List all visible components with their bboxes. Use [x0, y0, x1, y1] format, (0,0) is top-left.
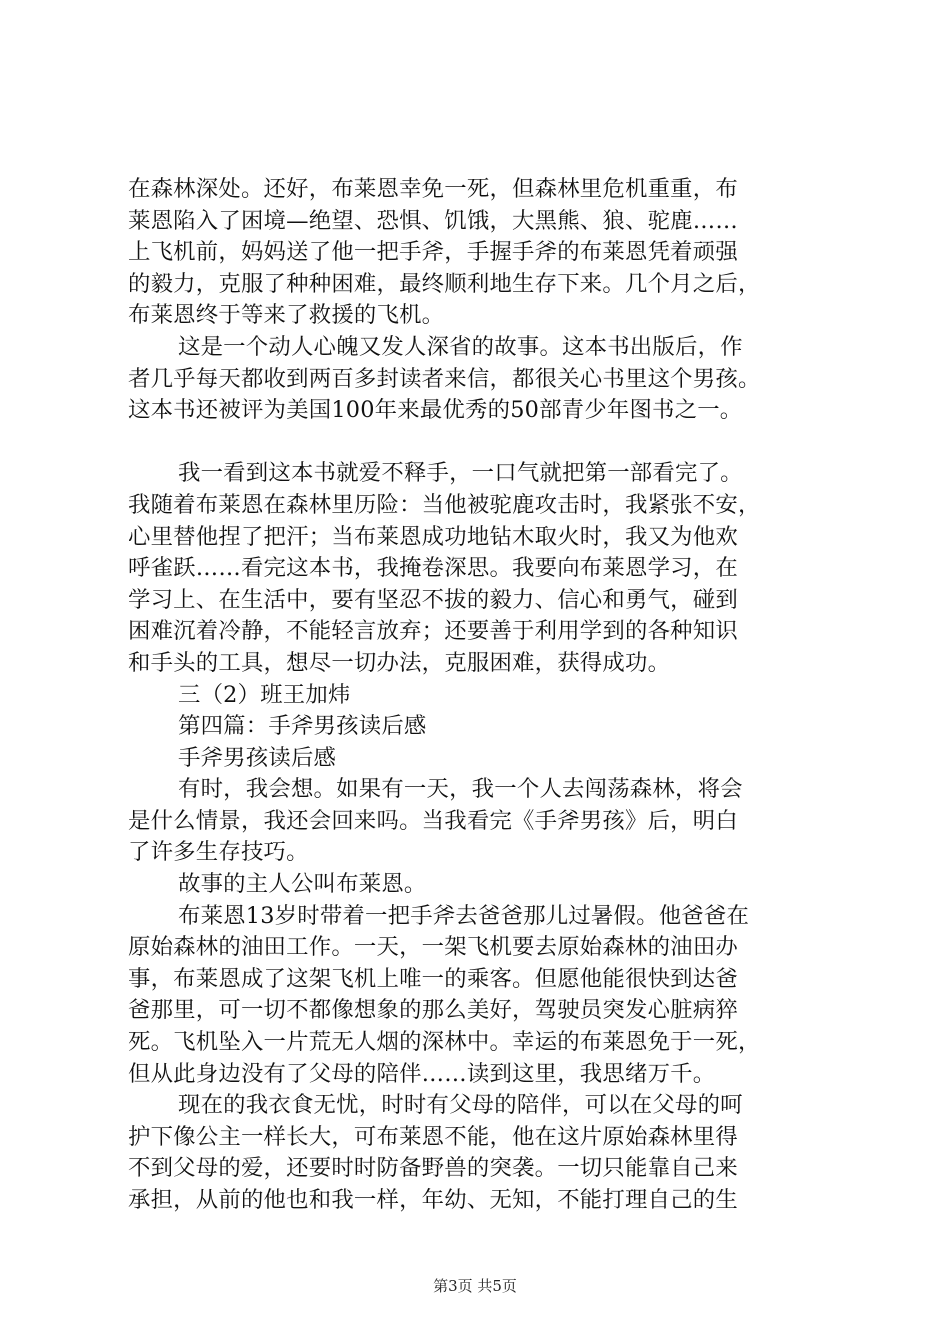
paragraph-start-line: 有时，我会想。如果有一天，我一个人去闯荡森林，将会	[178, 776, 743, 803]
author-line: 三（2）班王加炜	[178, 681, 351, 708]
text-line: 承担，从前的他也和我一样，年幼、无知，不能打理自己的生	[128, 1187, 738, 1213]
text-line: 和手头的工具，想尽一切办法，克服困难，获得成功。	[128, 649, 671, 676]
text-line: 死。飞机坠入一片荒无人烟的深林中。幸运的布莱恩免于一死，	[128, 1029, 761, 1056]
text-line: 在森林深处。还好，布莱恩幸免一死，但森林里危机重重，布	[128, 176, 738, 202]
text-line: 呼雀跃……看完这本书，我掩卷深思。我要向布莱恩学习，在	[128, 555, 738, 582]
text-line: 莱恩陷入了困境—绝望、恐惧、饥饿，大黑熊、狼、驼鹿……	[128, 207, 738, 234]
document-body	[128, 174, 840, 1217]
text-line: 我随着布莱恩在森林里历险：当他被驼鹿攻击时，我紧张不安，	[128, 491, 761, 518]
text-line: 的毅力，克服了种种困难，最终顺利地生存下来。几个月之后，	[128, 270, 761, 297]
text-line: 上飞机前，妈妈送了他一把手斧，手握手斧的布莱恩凭着顽强	[128, 239, 738, 266]
paragraph-gap	[128, 427, 840, 459]
text-line: 学习上、在生活中，要有坚忍不拔的毅力、信心和勇气，碰到	[128, 586, 738, 613]
paragraph-start-line: 布莱恩13岁时带着一把手斧去爸爸那儿过暑假。他爸爸在	[178, 902, 750, 929]
text-line: 了许多生存技巧。	[128, 839, 309, 866]
text-line: 但从此身边没有了父母的陪伴……读到这里，我思绪万千。	[128, 1060, 716, 1087]
paragraph-start-line: 现在的我衣食无忧，时时有父母的陪伴，可以在父母的呵	[178, 1092, 743, 1119]
section-heading: 第四篇：手斧男孩读后感	[178, 713, 427, 740]
text-line: 这本书还被评为美国100年来最优秀的50部青少年图书之一。	[128, 397, 743, 424]
page-number: 第3页 共5页	[433, 1277, 517, 1295]
text-line: 布莱恩终于等来了救援的飞机。	[128, 302, 445, 329]
text-line: 心里替他捏了把汗；当布莱恩成功地钻木取火时，我又为他欢	[128, 523, 738, 550]
text-line: 护下像公主一样长大，可布莱恩不能，他在这片原始森林里得	[128, 1123, 738, 1150]
text-line: 者几乎每天都收到两百多封读者来信，都很关心书里这个男孩。	[128, 365, 761, 392]
paragraph-start-line: 我一看到这本书就爱不释手，一口气就把第一部看完了。	[178, 460, 743, 487]
text-line: 是什么情景，我还会回来吗。当我看完《手斧男孩》后，明白	[128, 807, 738, 834]
text-line: 困难沉着冷静，不能轻言放弃；还要善于利用学到的各种知识	[128, 618, 738, 645]
paragraph-start-line: 这是一个动人心魄又发人深省的故事。这本书出版后，作	[178, 333, 743, 360]
page-footer	[0, 1276, 950, 1296]
essay-title: 手斧男孩读后感	[178, 744, 337, 771]
text-line: 原始森林的油田工作。一天，一架飞机要去原始森林的油田办	[128, 934, 738, 961]
paragraph-start-line: 故事的主人公叫布莱恩。	[178, 871, 427, 898]
text-line: 事，布莱恩成了这架飞机上唯一的乘客。但愿他能很快到达爸	[128, 965, 738, 992]
text-line: 不到父母的爱，还要时时防备野兽的突袭。一切只能靠自己来	[128, 1155, 738, 1182]
text-line: 爸那里，可一切不都像想象的那么美好，驾驶员突发心脏病猝	[128, 997, 738, 1024]
